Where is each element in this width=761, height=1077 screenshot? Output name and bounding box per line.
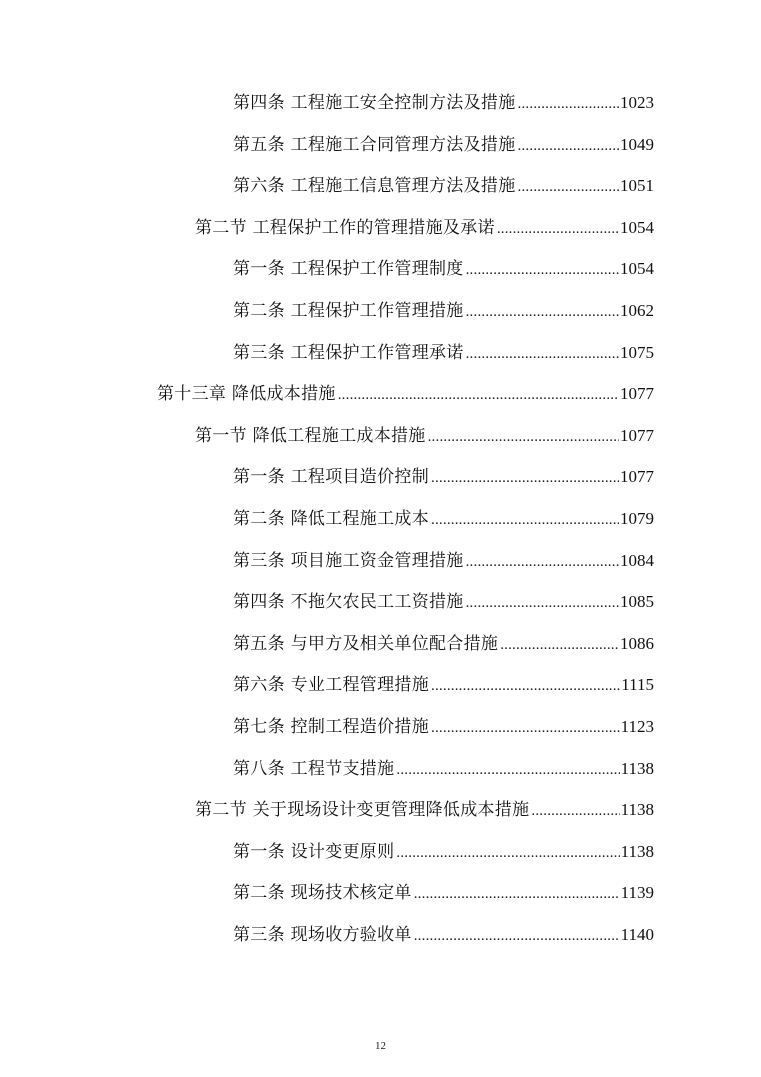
toc-dot-leader	[518, 172, 619, 202]
toc-entry-title: 第三条 项目施工资金管理措施	[233, 551, 464, 571]
toc-entry-page: 1138	[620, 800, 654, 819]
toc-entry[interactable]	[233, 754, 654, 784]
toc-entry-title: 第二节 工程保护工作的管理措施及承诺	[195, 218, 495, 238]
toc-entry-page: 1054	[620, 218, 654, 237]
toc-entry-page: 1139	[620, 883, 654, 902]
toc-entry-title: 第二条 降低工程施工成本	[233, 509, 430, 529]
toc-entry-page: 1054	[620, 259, 654, 278]
toc-dot-leader	[466, 588, 619, 618]
toc-dot-leader	[431, 505, 619, 535]
toc-entry[interactable]	[233, 546, 654, 576]
toc-dot-leader	[338, 380, 619, 410]
toc-entry-title: 第一条 工程保护工作管理制度	[233, 259, 464, 279]
toc-entry[interactable]	[233, 338, 654, 368]
toc-entry-page: 1123	[620, 717, 654, 736]
toc-dot-leader	[466, 547, 619, 577]
toc-entry[interactable]	[233, 88, 654, 118]
toc-dot-leader	[466, 297, 619, 327]
page-number: 12	[375, 1040, 386, 1052]
toc-entry-title: 第一节 降低工程施工成本措施	[195, 426, 426, 446]
toc-entry-page: 1138	[620, 842, 654, 861]
toc-entry-title: 第八条 工程节支措施	[233, 759, 395, 779]
toc-entry-page: 1086	[620, 634, 654, 653]
toc-entry[interactable]	[233, 629, 654, 659]
toc-entry[interactable]	[157, 379, 654, 409]
toc-entry-title: 第五条 工程施工合同管理方法及措施	[233, 135, 516, 155]
toc-dot-leader	[518, 131, 619, 161]
toc-dot-leader	[414, 879, 620, 909]
toc-entry-title: 第一条 设计变更原则	[233, 842, 395, 862]
toc-entry-page: 1075	[620, 343, 654, 362]
toc-entry[interactable]	[233, 670, 654, 700]
toc-entry-title: 第二条 现场技术核定单	[233, 883, 412, 903]
toc-entry-title: 第六条 工程施工信息管理方法及措施	[233, 176, 516, 196]
toc-entry-page: 1085	[620, 592, 654, 611]
toc-entry-title: 第二节 关于现场设计变更管理降低成本措施	[195, 800, 530, 820]
toc-entry-page: 1062	[620, 301, 654, 320]
toc-entry-page: 1051	[620, 176, 654, 195]
toc-entry[interactable]	[233, 462, 654, 492]
toc-entry[interactable]	[195, 213, 654, 243]
toc-entry[interactable]	[233, 504, 654, 534]
toc-entry-page: 1140	[620, 925, 654, 944]
toc-dot-leader	[466, 339, 619, 369]
toc-dot-leader	[531, 796, 619, 826]
toc-entry-page: 1023	[620, 93, 654, 112]
toc-entry-title: 第一条 工程项目造价控制	[233, 467, 430, 487]
toc-entry-page: 1077	[620, 384, 654, 403]
toc-entry-page: 1079	[620, 509, 654, 528]
toc-entry-title: 第三条 现场收方验收单	[233, 925, 412, 945]
toc-entry-page: 1077	[620, 426, 654, 445]
toc-dot-leader	[500, 630, 619, 660]
toc-entry-page: 1084	[620, 551, 654, 570]
toc-entry-page: 1049	[620, 135, 654, 154]
toc-entry[interactable]	[233, 587, 654, 617]
toc-dot-leader	[431, 713, 620, 743]
toc-entry-title: 第四条 工程施工安全控制方法及措施	[233, 93, 516, 113]
toc-dot-leader	[414, 921, 620, 951]
toc-entry-title: 第五条 与甲方及相关单位配合措施	[233, 634, 499, 654]
toc-entry[interactable]	[195, 421, 654, 451]
toc-dot-leader	[466, 255, 619, 285]
toc-dot-leader	[518, 89, 619, 119]
toc-entry-page: 1138	[620, 759, 654, 778]
toc-entry[interactable]	[233, 920, 654, 950]
toc-entry[interactable]	[233, 171, 654, 201]
toc-entry[interactable]	[195, 795, 654, 825]
toc-entry-title: 第二条 工程保护工作管理措施	[233, 301, 464, 321]
toc-dot-leader	[497, 214, 619, 244]
toc-dot-leader	[396, 838, 619, 868]
toc-entry[interactable]	[233, 254, 654, 284]
toc-entry-title: 第七条 控制工程造价措施	[233, 717, 430, 737]
toc-entry[interactable]	[233, 712, 654, 742]
toc-entry[interactable]	[233, 296, 654, 326]
toc-entry-title: 第十三章 降低成本措施	[157, 384, 336, 404]
toc-dot-leader	[431, 671, 620, 701]
toc-entry-page: 1077	[620, 467, 654, 486]
toc-entry-title: 第三条 工程保护工作管理承诺	[233, 343, 464, 363]
toc-entry-page: 1115	[621, 675, 654, 694]
toc-dot-leader	[428, 422, 619, 452]
toc-entry[interactable]	[233, 878, 654, 908]
toc-dot-leader	[396, 755, 619, 785]
toc-entry[interactable]	[233, 130, 654, 160]
toc-entry-title: 第四条 不拖欠农民工工资措施	[233, 592, 464, 612]
toc-dot-leader	[431, 463, 619, 493]
toc-entry[interactable]	[233, 837, 654, 867]
toc-entry-title: 第六条 专业工程管理措施	[233, 675, 430, 695]
